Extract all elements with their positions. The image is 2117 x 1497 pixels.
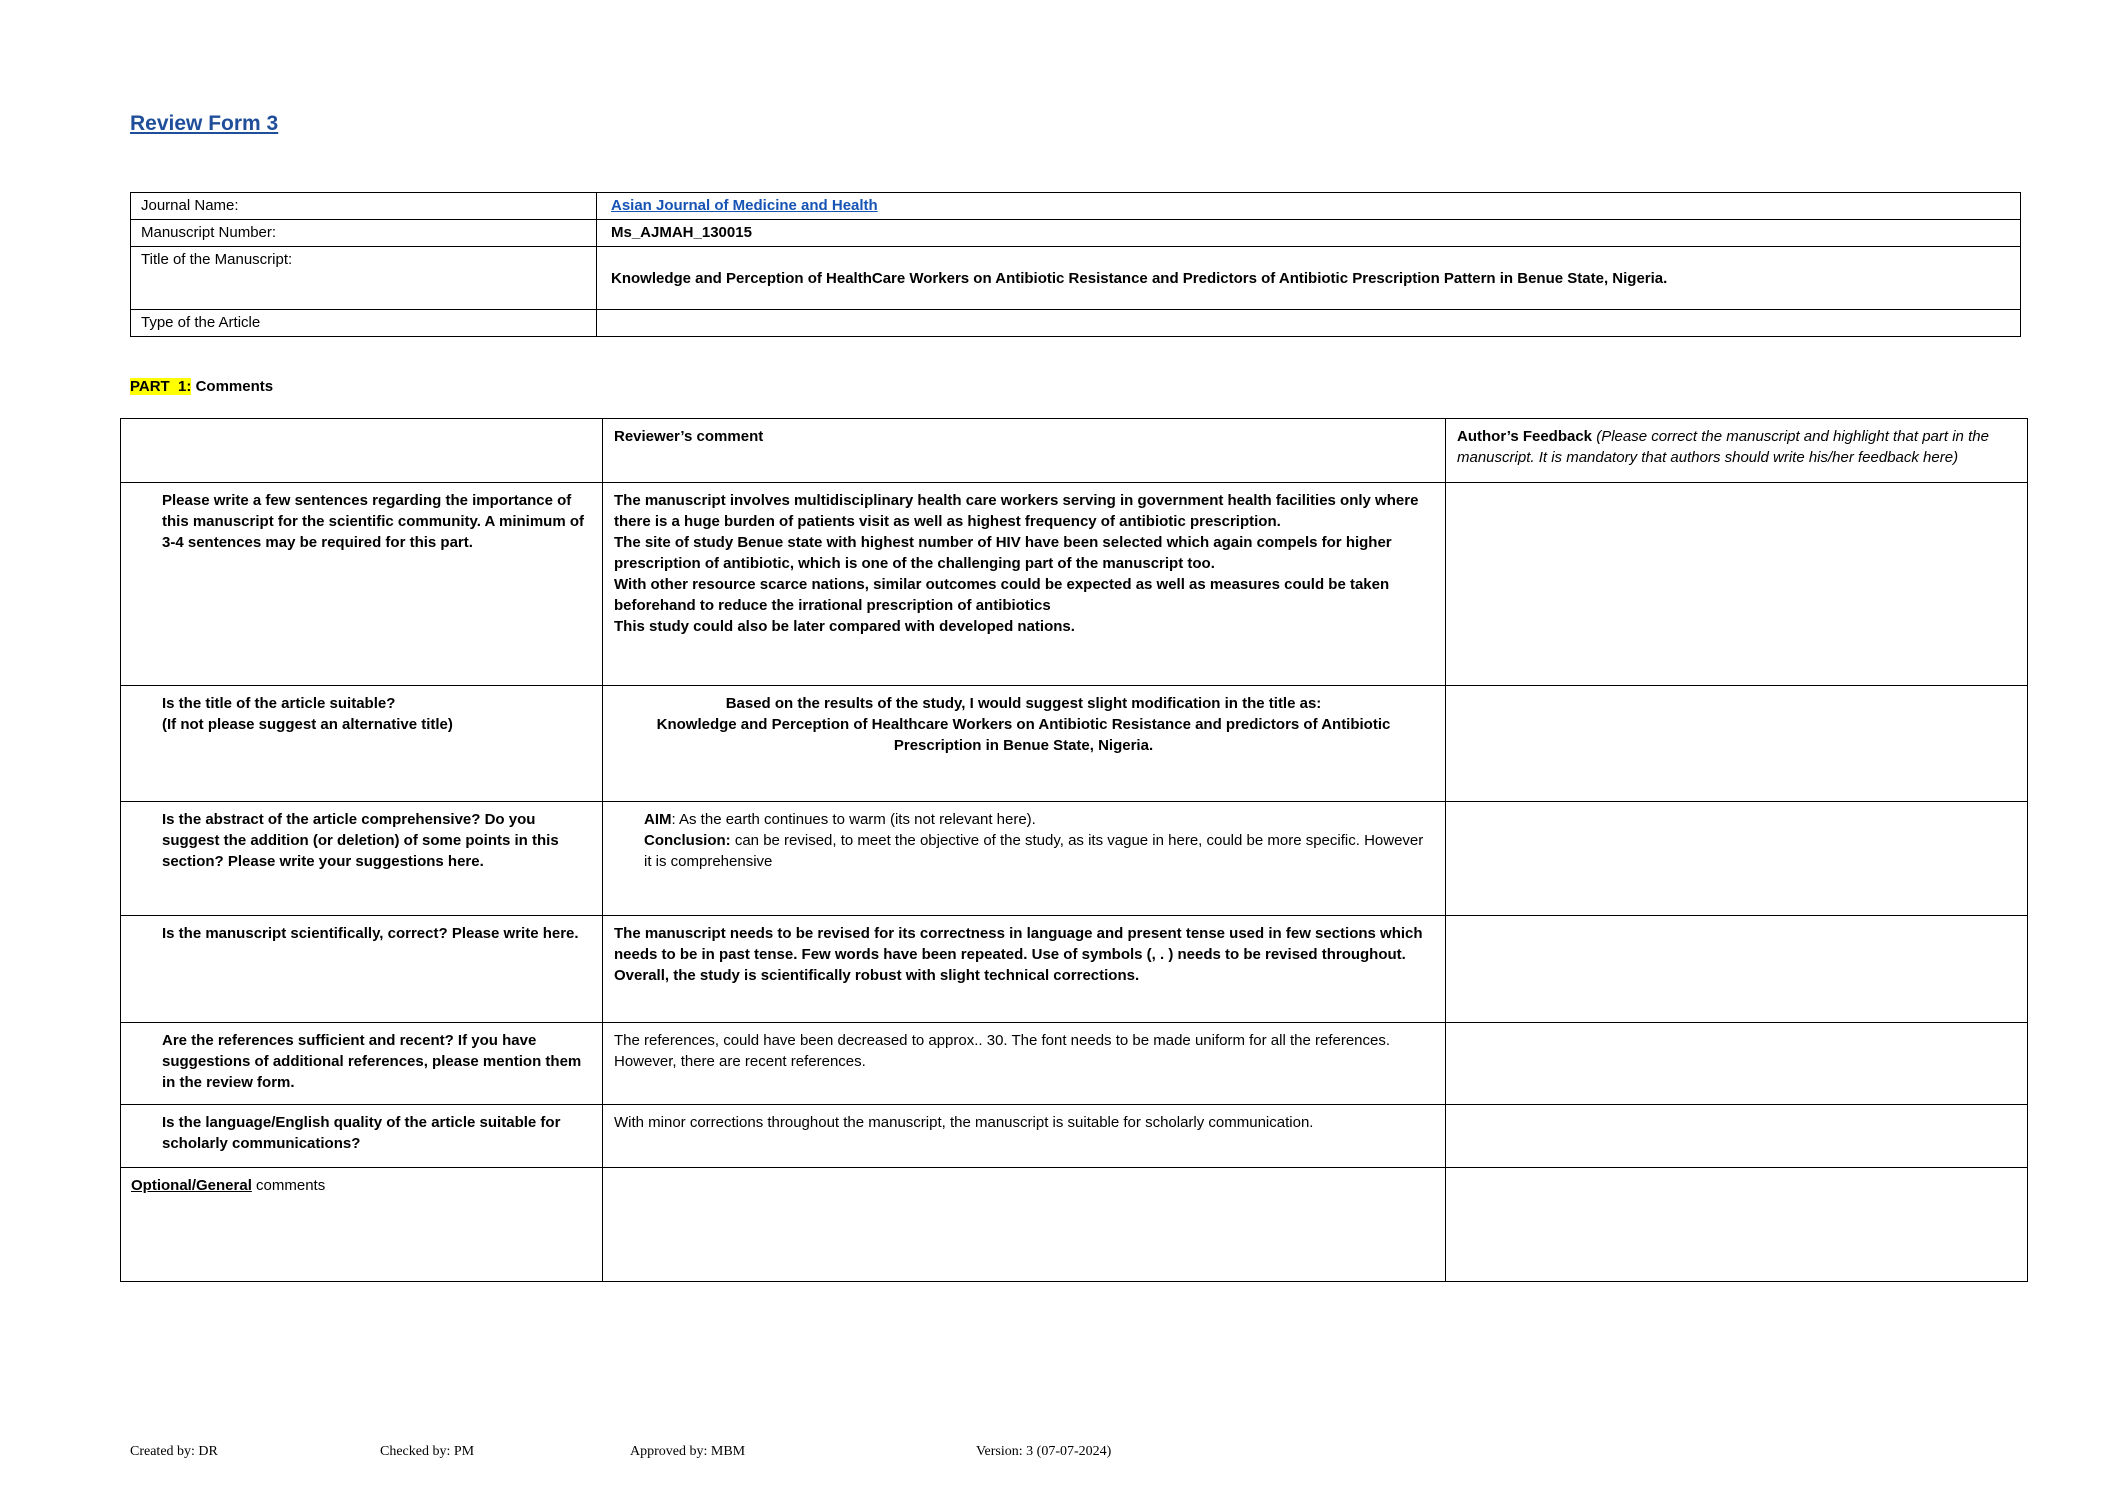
author-feedback-header-note: (Please correct the manuscript and highlight that part in the manuscript. It is mandatory that authors should write his/her feedback here) bbox=[1457, 428, 1989, 466]
author-feedback-header-label: Author’s Feedback bbox=[1457, 428, 1597, 445]
comments-table bbox=[120, 418, 2028, 1282]
comments-row bbox=[121, 686, 2028, 802]
question-cell: Is the abstract of the article comprehensive? Do you suggest the addition (or deletion) of some points in this section? Please write your suggestions here. bbox=[121, 802, 603, 916]
reviewer-comment-cell: The manuscript involves multidisciplinary health care workers serving in government health facilities only where there is a huge burden of patients visit as well as highest frequency of antibiotic prescription. The site of study Benue state with highest number of HIV have been selected which again compels for higher prescription of antibiotic, which is one of the challenging part of the manuscript too. With other resource scarce nations, similar outcomes could be expected as well as measures could be taken beforehand to reduce the irrational prescription of antibiotics This study could also be later compared with developed nations. bbox=[603, 483, 1446, 686]
manuscript-title-label: Title of the Manuscript: bbox=[131, 247, 597, 310]
author-feedback-cell bbox=[1446, 1023, 2028, 1105]
question-cell: Is the title of the article suitable? (If not please suggest an alternative title) bbox=[121, 686, 603, 802]
part1-rest: Comments bbox=[191, 378, 274, 395]
question-cell: Is the language/English quality of the article suitable for scholarly communications? bbox=[121, 1105, 603, 1168]
question-cell: Is the manuscript scientifically, correct? Please write here. bbox=[121, 916, 603, 1023]
article-type-value bbox=[597, 310, 2021, 337]
manuscript-title-value: Knowledge and Perception of HealthCare Workers on Antibiotic Resistance and Predictors of Antibiotic Prescription Pattern in Benue State, Nigeria. bbox=[597, 247, 2021, 310]
journal-name-label: Journal Name: bbox=[131, 193, 597, 220]
author-feedback-cell bbox=[1446, 1105, 2028, 1168]
author-feedback-cell bbox=[1446, 802, 2028, 916]
question-cell: Optional/General comments bbox=[121, 1168, 603, 1282]
manuscript-number-row bbox=[131, 220, 2021, 247]
manuscript-title-row bbox=[131, 247, 2021, 310]
journal-name-row bbox=[131, 193, 2021, 220]
footer-checked-by: Checked by: PM bbox=[380, 1444, 475, 1459]
comments-row bbox=[121, 1023, 2028, 1105]
comments-row bbox=[121, 1168, 2028, 1282]
author-feedback-cell bbox=[1446, 483, 2028, 686]
author-feedback-header bbox=[1446, 419, 2028, 483]
reviewer-comment-cell: With minor corrections throughout the manuscript, the manuscript is suitable for scholarly communication. bbox=[603, 1105, 1446, 1168]
comments-row bbox=[121, 483, 2028, 686]
reviewer-comment-cell bbox=[603, 1168, 1446, 1282]
reviewer-comment-header bbox=[603, 419, 1446, 483]
comments-header-row bbox=[121, 419, 2028, 483]
author-feedback-cell bbox=[1446, 1168, 2028, 1282]
journal-name-cell bbox=[597, 193, 2021, 220]
question-cell: Are the references sufficient and recent? If you have suggestions of additional references, please mention them in the review form. bbox=[121, 1023, 603, 1105]
article-type-label: Type of the Article bbox=[131, 310, 597, 337]
article-type-row bbox=[131, 310, 2021, 337]
comments-header-empty-cell bbox=[121, 419, 603, 483]
manuscript-number-value: Ms_AJMAH_130015 bbox=[597, 220, 2021, 247]
manuscript-info-table bbox=[130, 192, 2021, 337]
footer-version: Version: 3 (07-07-2024) bbox=[976, 1444, 1112, 1459]
part1-highlight: PART 1: bbox=[130, 378, 192, 395]
question-cell: Please write a few sentences regarding the importance of this manuscript for the scientific community. A minimum of 3-4 sentences may be required for this part. bbox=[121, 483, 603, 686]
reviewer-comment-cell: The manuscript needs to be revised for its correctness in language and present tense used in few sections which needs to be in past tense. Few words have been repeated. Use of symbols (, . ) needs to be revised throughout. Overall, the study is scientifically robust with slight technical corrections. bbox=[603, 916, 1446, 1023]
footer-approved-by: Approved by: MBM bbox=[630, 1444, 746, 1459]
author-feedback-cell bbox=[1446, 686, 2028, 802]
reviewer-comment-cell: AIM: As the earth continues to warm (its not relevant here). Conclusion: can be revised, to meet the objective of the study, as its vague in here, could be more specific. However it is comprehensive bbox=[603, 802, 1446, 916]
comments-row bbox=[121, 916, 2028, 1023]
footer-created-by: Created by: DR bbox=[130, 1444, 218, 1459]
reviewer-comment-header-label: Reviewer’s comment bbox=[614, 428, 764, 445]
page-title: Review Form 3 bbox=[130, 112, 279, 135]
comments-row bbox=[121, 1105, 2028, 1168]
part1-heading bbox=[130, 378, 273, 395]
journal-name-link[interactable]: Asian Journal of Medicine and Health bbox=[611, 197, 878, 214]
reviewer-comment-cell: Based on the results of the study, I would suggest slight modification in the title as: Knowledge and Perception of Healthcare Workers on Antibiotic Resistance and predictors of Antibiotic Prescription in Benue State, Nigeria. bbox=[603, 686, 1446, 802]
author-feedback-cell bbox=[1446, 916, 2028, 1023]
comments-row bbox=[121, 802, 2028, 916]
reviewer-comment-cell: The references, could have been decreased to approx.. 30. The font needs to be made uniform for all the references. However, there are recent references. bbox=[603, 1023, 1446, 1105]
manuscript-number-label: Manuscript Number: bbox=[131, 220, 597, 247]
